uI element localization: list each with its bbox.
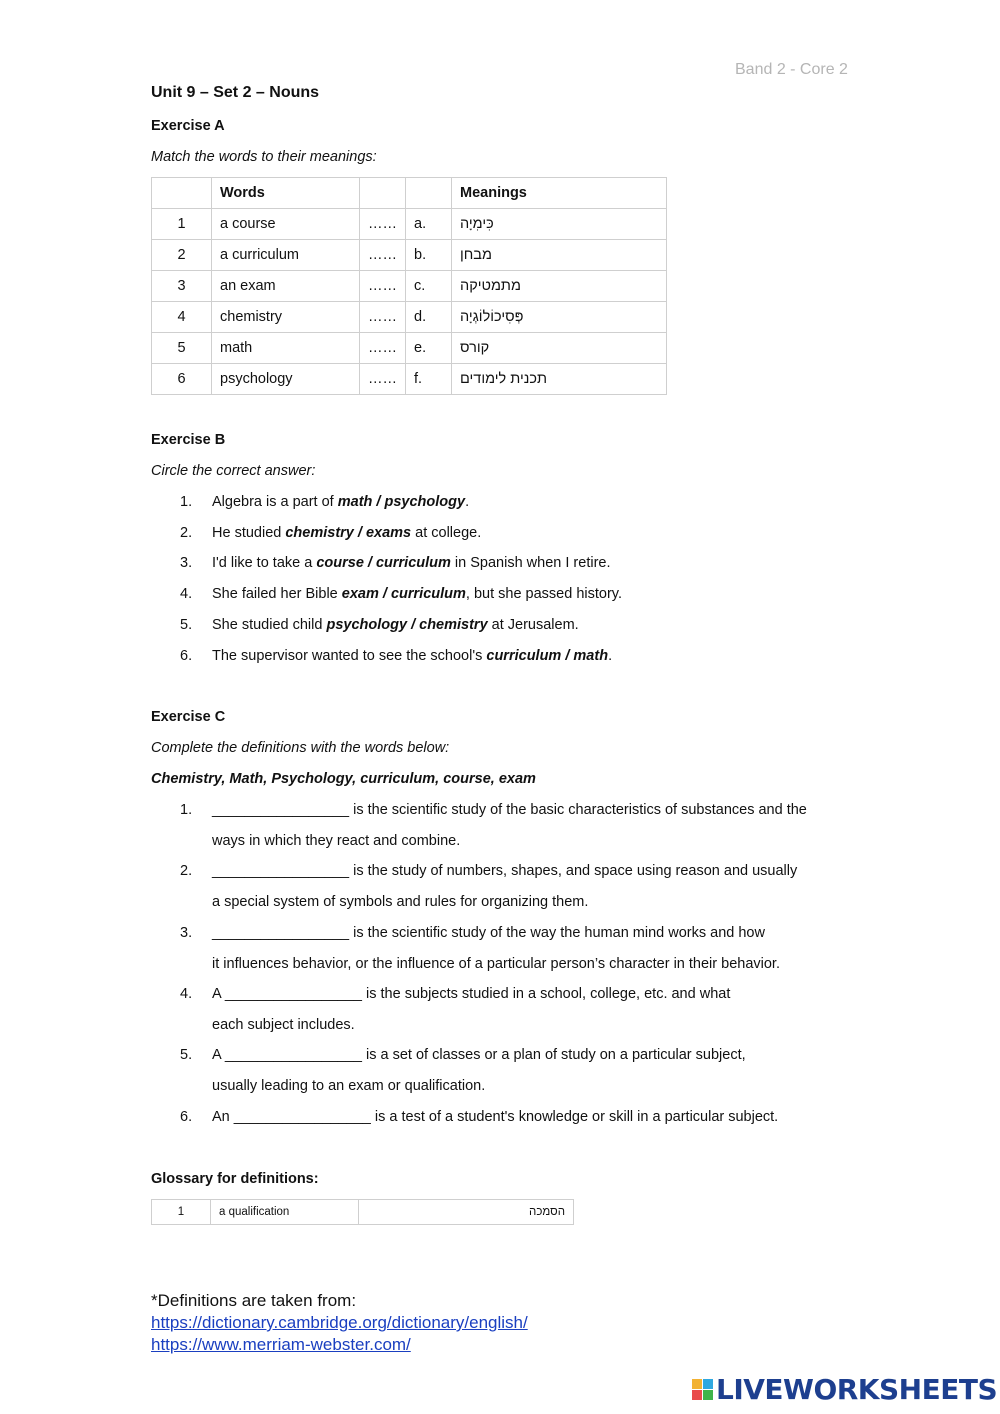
- item-number: 6.: [180, 1109, 193, 1125]
- item-number: 4.: [180, 586, 193, 602]
- row-number: 1: [152, 209, 212, 240]
- sentence-start: He studied: [212, 525, 286, 541]
- row-letter: b.: [406, 240, 452, 271]
- header-number-cell: [152, 178, 212, 209]
- item-sentence: [212, 494, 469, 510]
- row-meaning: קורס: [452, 333, 667, 364]
- sentence-start: I'd like to take a: [212, 555, 317, 571]
- definition-line-1[interactable]: _________________ is the scientific study of the way the human mind works and how: [212, 925, 765, 941]
- definition-line-2: ways in which they react and combine.: [212, 833, 461, 849]
- answer-choice[interactable]: math / psychology: [337, 494, 466, 510]
- row-number: 6: [152, 364, 212, 395]
- row-word: math: [212, 333, 360, 364]
- row-letter: c.: [406, 271, 452, 302]
- glossary-table: [151, 1199, 574, 1225]
- header-meanings: Meanings: [452, 178, 667, 209]
- row-meaning: כִּימִיָה: [452, 209, 667, 240]
- table-row: [152, 364, 667, 395]
- row-word: an exam: [212, 271, 360, 302]
- item-number: 3.: [180, 925, 193, 941]
- sources-label: *Definitions are taken from:: [151, 1291, 357, 1310]
- liveworksheets-logo[interactable]: [692, 1373, 997, 1406]
- exercise-a-title: Exercise A: [151, 118, 225, 134]
- answer-choice[interactable]: course / curriculum: [316, 555, 451, 571]
- item-sentence: [212, 525, 481, 541]
- sentence-end: .: [608, 648, 613, 664]
- header-words: Words: [212, 178, 360, 209]
- row-number: 3: [152, 271, 212, 302]
- row-meaning: מתמטיקה: [452, 271, 667, 302]
- logo-square: [703, 1379, 713, 1389]
- page-title: Unit 9 – Set 2 – Nouns: [151, 84, 320, 101]
- matching-table-header: [152, 178, 667, 209]
- answer-blank[interactable]: ……: [360, 240, 406, 271]
- item-number: 5.: [180, 1047, 193, 1063]
- sentence-end: .: [465, 494, 470, 510]
- exercise-a-instruction: Match the words to their meanings:: [151, 149, 377, 165]
- header-answer-cell: [360, 178, 406, 209]
- item-number: 1.: [180, 494, 193, 510]
- logo-square: [703, 1390, 713, 1400]
- answer-choice[interactable]: psychology / chemistry: [326, 617, 488, 633]
- item-number: 3.: [180, 555, 193, 571]
- header-tag: Band 2 - Core 2: [735, 61, 848, 78]
- sentence-start: The supervisor wanted to see the school's: [212, 648, 487, 664]
- item-number: 4.: [180, 986, 193, 1002]
- glossary-title: Glossary for definitions:: [151, 1171, 319, 1187]
- row-letter: f.: [406, 364, 452, 395]
- definition-line-1[interactable]: _________________ is the study of numbers, shapes, and space using reason and usually: [212, 863, 798, 879]
- sentence-start: She studied child: [212, 617, 327, 633]
- definition-line-2: each subject includes.: [212, 1017, 355, 1033]
- row-letter: d.: [406, 302, 452, 333]
- sentence-end: in Spanish when I retire.: [450, 555, 611, 571]
- exercise-b-title: Exercise B: [151, 432, 226, 448]
- definition-line-1[interactable]: A _________________ is the subjects studied in a school, college, etc. and what: [212, 986, 731, 1002]
- answer-choice[interactable]: curriculum / math: [486, 648, 609, 664]
- header-letter-cell: [406, 178, 452, 209]
- sentence-end: , but she passed history.: [465, 586, 622, 602]
- definition-line-2: it influences behavior, or the influence of a particular person’s character in their behavior.: [212, 956, 780, 972]
- definition-line-1[interactable]: An _________________ is a test of a student's knowledge or skill in a particular subject.: [212, 1109, 779, 1125]
- item-number: 6.: [180, 648, 193, 664]
- glossary-meaning: הסמכה: [359, 1200, 574, 1225]
- item-sentence: [212, 555, 611, 571]
- answer-blank[interactable]: ……: [360, 302, 406, 333]
- logo-square: [692, 1390, 702, 1400]
- definition-line-1[interactable]: A _________________ is a set of classes or a plan of study on a particular subject,: [212, 1047, 746, 1063]
- glossary-word: a qualification: [211, 1200, 359, 1225]
- item-number: 2.: [180, 525, 193, 541]
- answer-blank[interactable]: ……: [360, 209, 406, 240]
- definition-line-2: usually leading to an exam or qualification.: [212, 1078, 486, 1094]
- answer-blank[interactable]: ……: [360, 271, 406, 302]
- exercise-c-instruction: Complete the definitions with the words below:: [151, 740, 450, 756]
- answer-choice[interactable]: chemistry / exams: [285, 525, 412, 541]
- word-bank: Chemistry, Math, Psychology, curriculum, course, exam: [151, 771, 536, 787]
- merriam-webster-link[interactable]: https://www.merriam-webster.com/: [151, 1335, 411, 1354]
- glossary-number: 1: [152, 1200, 211, 1225]
- logo-wordmark: LIVEWORKSHEETS: [716, 1373, 998, 1406]
- row-meaning: תכנית לימודים: [452, 364, 667, 395]
- answer-blank[interactable]: ……: [360, 333, 406, 364]
- definition-line-1[interactable]: _________________ is the scientific study of the basic characteristics of substances and the: [212, 802, 807, 818]
- sentence-start: Algebra is a part of: [212, 494, 338, 510]
- answer-blank[interactable]: ……: [360, 364, 406, 395]
- sentence-end: at Jerusalem.: [487, 617, 579, 633]
- table-row: [152, 209, 667, 240]
- row-number: 5: [152, 333, 212, 364]
- row-letter: a.: [406, 209, 452, 240]
- sources: [151, 1290, 528, 1356]
- item-number: 1.: [180, 802, 193, 818]
- item-number: 5.: [180, 617, 193, 633]
- table-row: [152, 240, 667, 271]
- exercise-c-title: Exercise C: [151, 709, 226, 725]
- row-number: 4: [152, 302, 212, 333]
- row-meaning: מבחן: [452, 240, 667, 271]
- logo-mark-icon: [692, 1379, 713, 1400]
- row-word: chemistry: [212, 302, 360, 333]
- item-sentence: [212, 586, 622, 602]
- answer-choice[interactable]: exam / curriculum: [341, 586, 466, 602]
- cambridge-link[interactable]: https://dictionary.cambridge.org/dictionary/english/: [151, 1313, 528, 1332]
- row-letter: e.: [406, 333, 452, 364]
- table-row: [152, 333, 667, 364]
- row-number: 2: [152, 240, 212, 271]
- table-row: [152, 271, 667, 302]
- item-number: 2.: [180, 863, 193, 879]
- row-word: a course: [212, 209, 360, 240]
- sentence-end: at college.: [411, 525, 482, 541]
- definition-line-2: a special system of symbols and rules for organizing them.: [212, 894, 589, 910]
- sentence-start: She failed her Bible: [212, 586, 342, 602]
- item-sentence: [212, 648, 612, 664]
- matching-table: [151, 177, 667, 395]
- row-meaning: פְּסִיכוֹלוֹגְיָה: [452, 302, 667, 333]
- table-row: [152, 1200, 574, 1225]
- logo-square: [692, 1379, 702, 1389]
- item-sentence: [212, 617, 579, 633]
- row-word: psychology: [212, 364, 360, 395]
- table-row: [152, 302, 667, 333]
- exercise-b-instruction: Circle the correct answer:: [151, 463, 316, 479]
- row-word: a curriculum: [212, 240, 360, 271]
